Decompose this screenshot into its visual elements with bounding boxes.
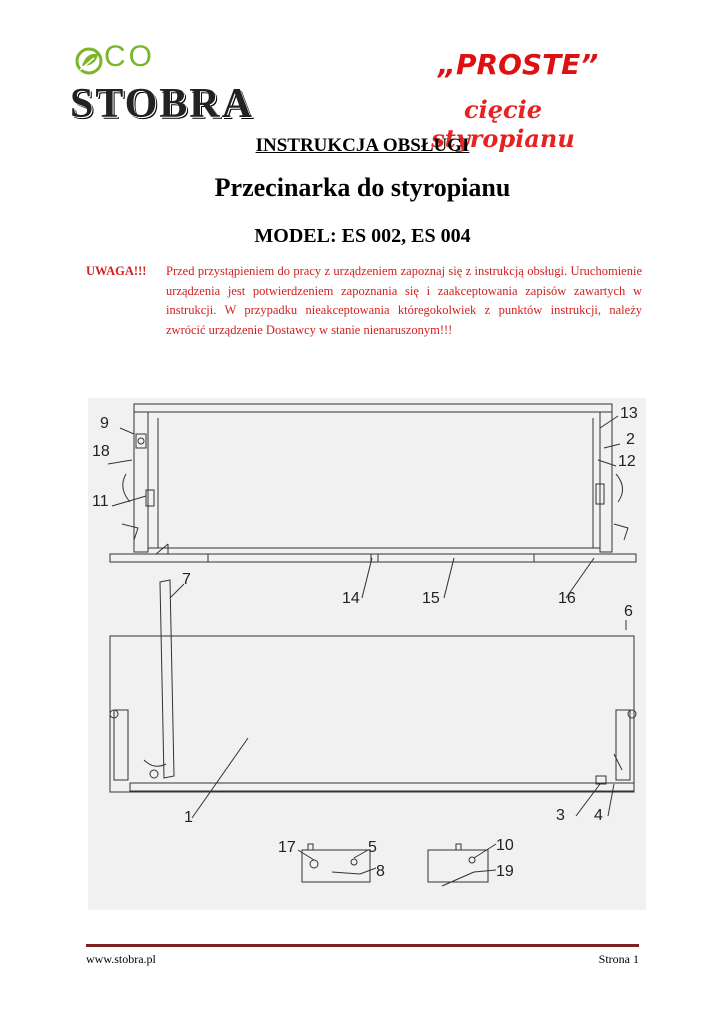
label-18: 18 xyxy=(92,443,110,460)
warning-block xyxy=(86,262,642,340)
label-4: 4 xyxy=(594,807,603,824)
manual-heading: INSTRUKCJA OBSŁUGI xyxy=(255,135,470,156)
label-15: 15 xyxy=(422,590,440,607)
label-17: 17 xyxy=(278,839,296,856)
warning-label: UWAGA!!! xyxy=(86,264,147,278)
document-title: Przecinarka do styropianu xyxy=(214,173,511,202)
label-3: 3 xyxy=(556,807,565,824)
label-7: 7 xyxy=(182,571,191,588)
label-16: 16 xyxy=(558,590,576,607)
technical-drawing xyxy=(88,398,646,910)
footer-divider xyxy=(86,944,639,947)
footer-website: www.stobra.pl xyxy=(86,952,156,966)
cutter-diagram xyxy=(88,398,646,910)
model-line: MODEL: ES 002, ES 004 xyxy=(254,225,471,247)
label-9: 9 xyxy=(100,415,109,432)
label-6: 6 xyxy=(624,603,633,620)
footer-page-number: Strona 1 xyxy=(598,952,639,966)
logo-eco-text: CO xyxy=(104,40,155,73)
label-1: 1 xyxy=(184,809,193,826)
label-12: 12 xyxy=(618,453,636,470)
label-10: 10 xyxy=(496,837,514,854)
label-5: 5 xyxy=(368,839,377,856)
logo-brand-text: STOBRA xyxy=(70,81,254,127)
label-13: 13 xyxy=(620,405,638,422)
slogan-line2: cięcie styropianu xyxy=(431,95,575,153)
slogan-line1: „PROSTE” xyxy=(438,48,599,81)
label-2: 2 xyxy=(626,431,635,448)
warning-text: Przed przystąpieniem do pracy z urządzeniem zapoznaj się z instrukcją obsługi. Uruchomienie urządzenia jest potwierdzeniem zapoznania się i zaakceptowania zapisów zawartych w instrukcji. W przypadku nieakceptowania któregokolwiek z punktów instrukcji, należy zwrócić urządzenie Dostawcy w stanie nienaruszonym!!! xyxy=(166,264,642,337)
label-8: 8 xyxy=(376,863,385,880)
label-19: 19 xyxy=(496,863,514,880)
stobra-logo xyxy=(70,42,312,126)
label-11: 11 xyxy=(92,493,109,510)
leaf-icon xyxy=(74,46,104,76)
label-14: 14 xyxy=(342,590,360,607)
